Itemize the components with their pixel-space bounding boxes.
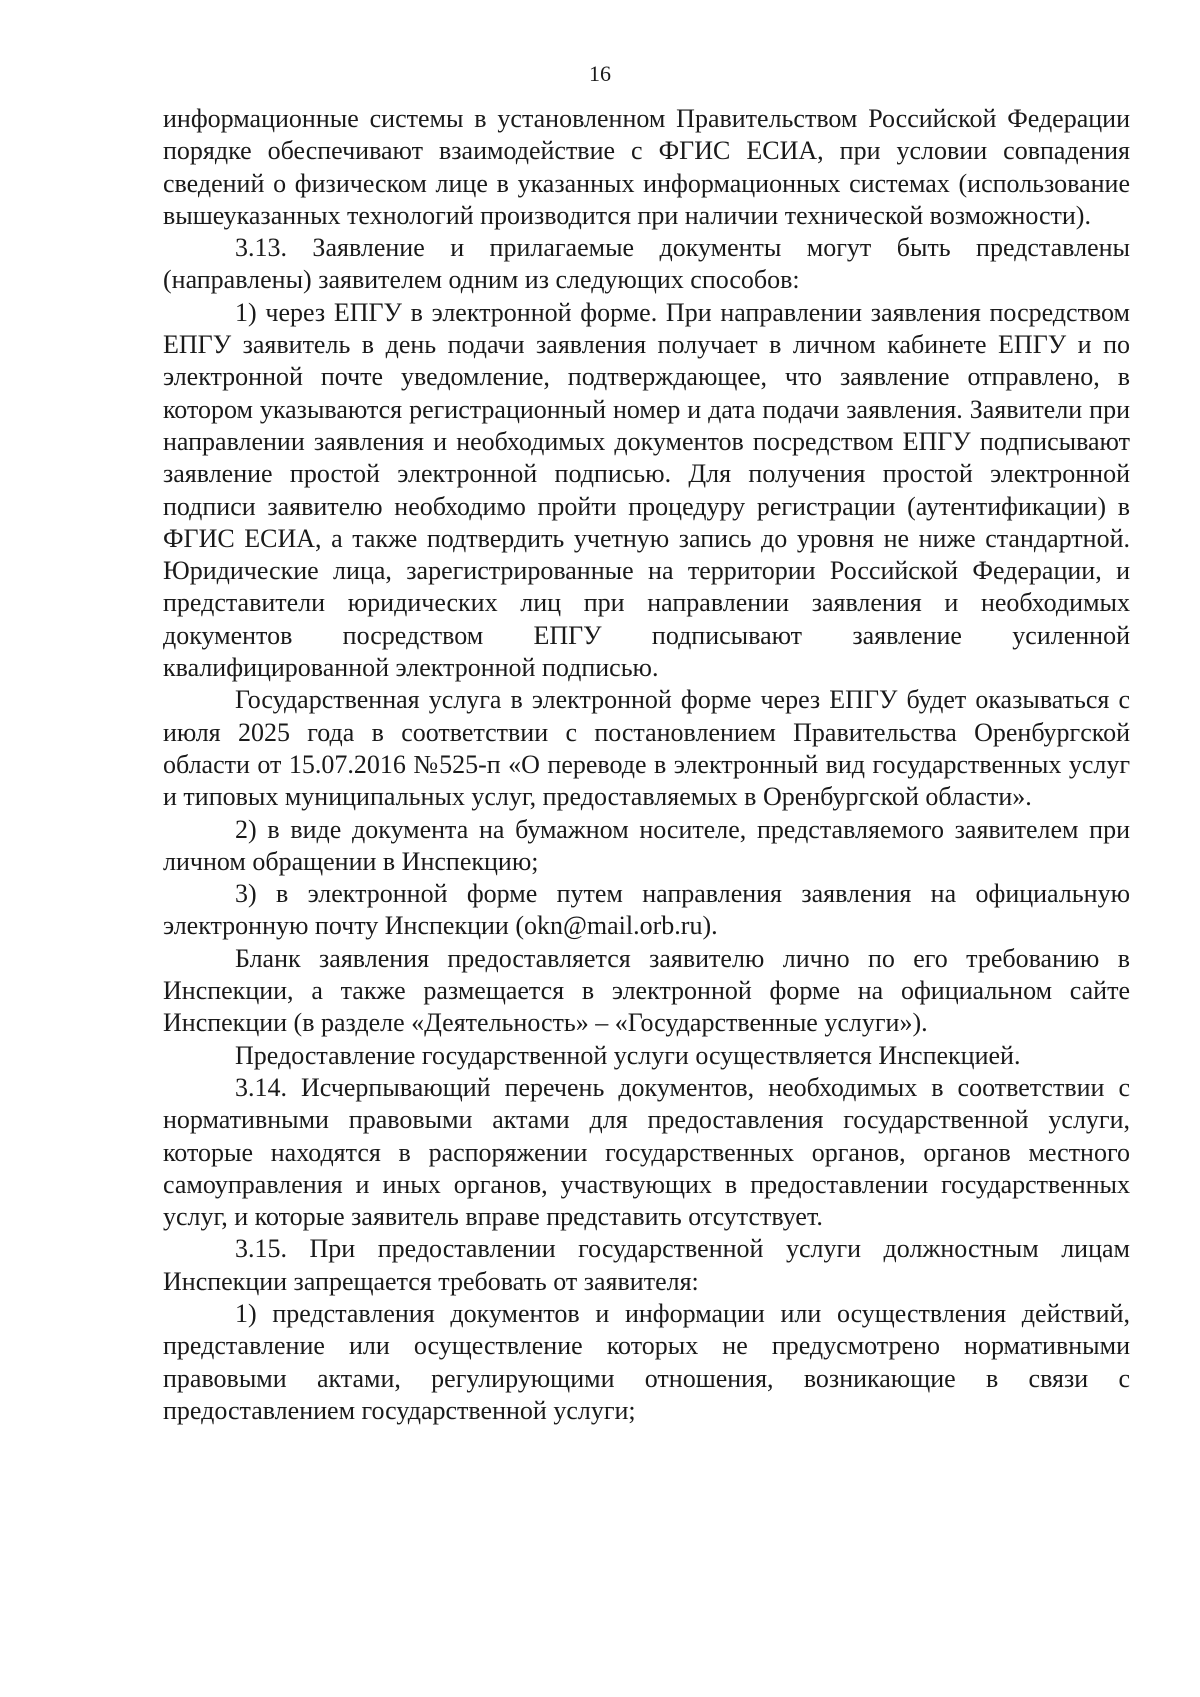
paragraph-3-15-item-1: 1) представления документов и информации или осуществления действий, представление или осуществление которых не предусмотрено нормативными правовыми актами, регулирующими отношения, возникающие в связи с предоставлением государственной услуги; <box>163 1298 1130 1425</box>
paragraph-3-14: 3.14. Исчерпывающий перечень документов, необходимых в соответствии с нормативными правовыми актами для предоставления государственной услуги, которые находятся в распоряжении государственных органов, органов местного самоуправления и иных органов, участвующих в предоставлении государственных услуг, и которые заявитель вправе представить отсутствует. <box>163 1072 1130 1232</box>
paragraph-continuation: информационные системы в установленном Правительством Российской Федерации порядке обеспечивают взаимодействие с ФГИС ЕСИА, при условии совпадения сведений о физическом лице в указанных информационных системах (использование вышеуказанных технологий производится при наличии технической возможности). <box>163 104 1130 230</box>
paragraph-email-method: 3) в электронной форме путем направления заявления на официальную электронную почту Инспекции (okn@mail.orb.ru). <box>163 879 1130 941</box>
document-body <box>163 103 1130 1427</box>
paragraph-3-15: 3.15. При предоставлении государственной услуги должностным лицам Инспекции запрещается требовать от заявителя: <box>163 1234 1130 1296</box>
paragraph-paper-method: 2) в виде документа на бумажном носителе, представляемого заявителем при личном обращении в Инспекцию; <box>163 814 1130 876</box>
paragraph-application-form: Бланк заявления предоставляется заявителю лично по его требованию в Инспекции, а также размещается в электронной форме на официальном сайте Инспекции (в разделе «Деятельность» – «Государственные услуги»). <box>163 943 1130 1038</box>
paragraph-3-13: 3.13. Заявление и прилагаемые документы могут быть представлены (направлены) заявителем одним из следующих способов: <box>163 233 1130 295</box>
page-number: 16 <box>589 61 611 86</box>
paragraph-epgu-availability: Государственная услуга в электронной форме через ЕПГУ будет оказываться с июля 2025 года в соответствии с постановлением Правительства Оренбургской области от 15.07.2016 №525-п «О переводе в электронный вид государственных услуг и типовых муниципальных услуг, предоставляемых в Оренбургской области». <box>163 685 1130 812</box>
paragraph-service-provider: Предоставление государственной услуги осуществляется Инспекцией. <box>235 1040 1021 1070</box>
paragraph-epgu-method: 1) через ЕПГУ в электронной форме. При направлении заявления посредством ЕПГУ заявитель в день подачи заявления получает в личном кабинете ЕПГУ и по электронной почте уведомление, подтверждающее, что заявление отправлено, в котором указываются регистрационный номер и дата подачи заявления. Заявители при направлении заявления и необходимых документов посредством ЕПГУ подписывают заявление простой электронной подписью. Для получения простой электронной подписи заявителю необходимо пройти процедуру регистрации (аутентификации) в ФГИС ЕСИА, а также подтвердить учетную запись до уровня не ниже стандартной. Юридические лица, зарегистрированные на территории Российской Федерации, и представители юридических лиц при направлении заявления и необходимых документов посредством ЕПГУ подписывают заявление усиленной квалифицированной электронной подписью. <box>163 297 1130 683</box>
